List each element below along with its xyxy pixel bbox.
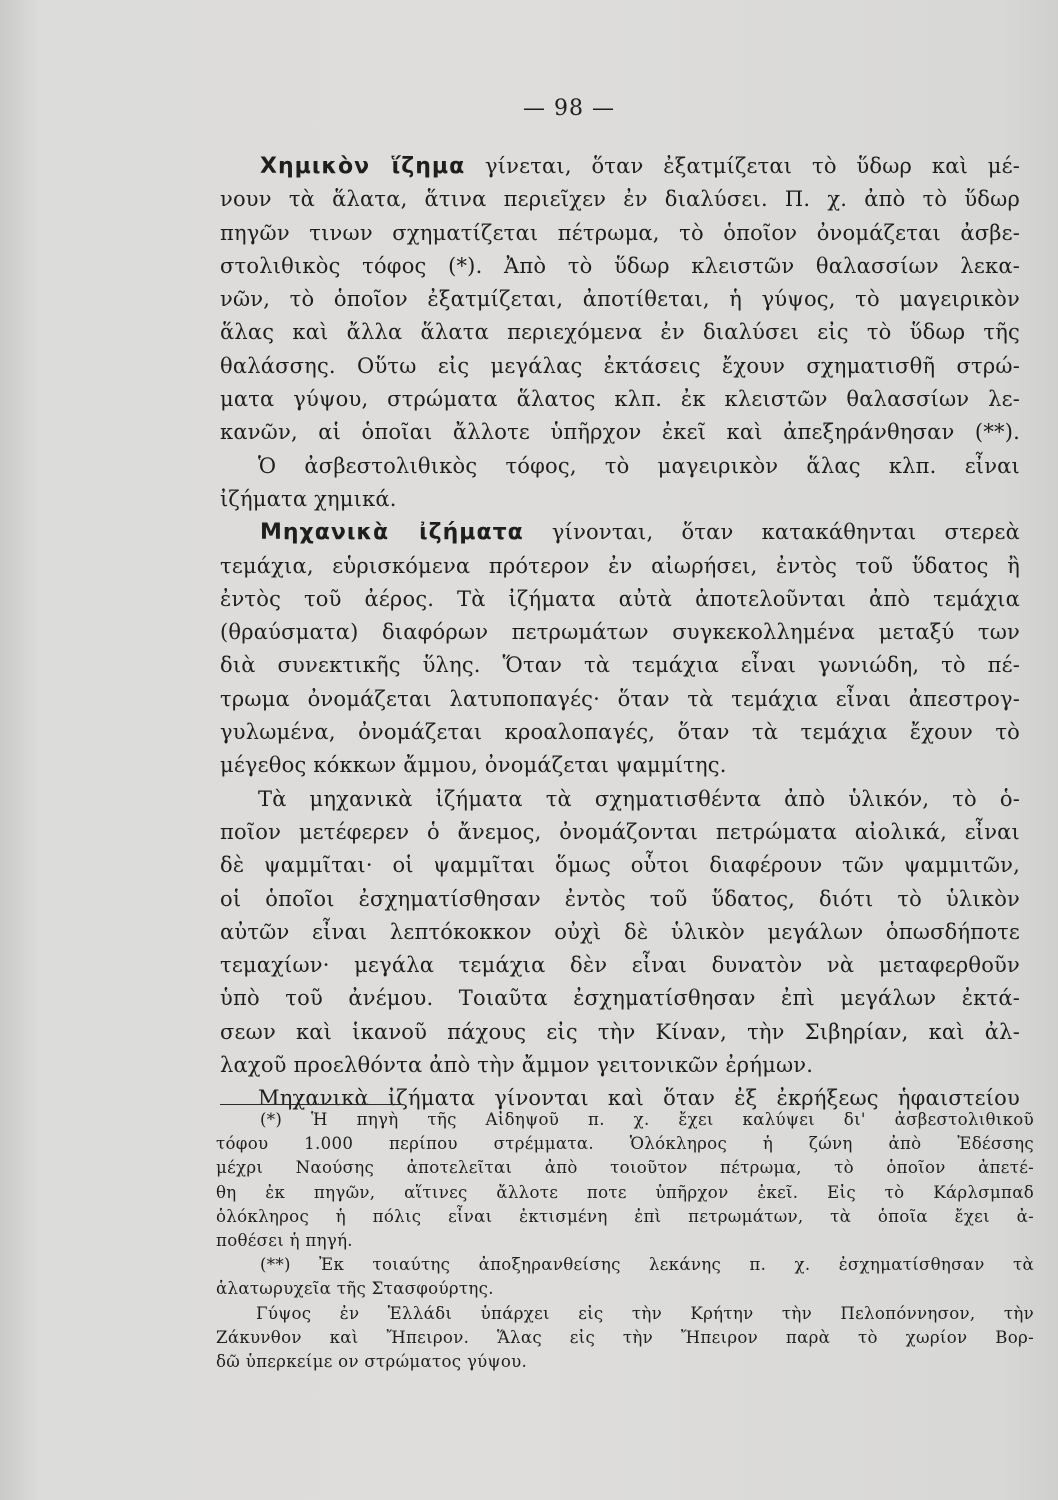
text-line: ὑπὸ τοῦ ἀνέμου. Τοιαῦτα ἐσχηματίσθησαν ἐπὶ μεγάλων ἐκτά- bbox=[220, 986, 1020, 1011]
text-line: ματα γύψου, στρώματα ἅλατος κλπ. ἐκ κλειστῶν θαλασσίων λε- bbox=[220, 387, 1020, 412]
text-line: πηγῶν τινων σχηματίζεται πέτρωμα, τὸ ὁποῖον ὀνομάζεται ἀσβε- bbox=[220, 220, 1020, 245]
text-line: Μηχανικὰ ἰζήματα γίνονται καὶ ὅταν ἐξ ἐκρήξεως ἡφαιστείου bbox=[258, 1086, 1020, 1111]
text-line: μέγεθος κόκκων ἄμμου, ὀνομάζεται ψαμμίτης. bbox=[220, 753, 727, 778]
text-line: σεων καὶ ἱκανοῦ πάχους εἰς τὴν Κίναν, τὴν Σιβηρίαν, καὶ ἀλ- bbox=[220, 1019, 1020, 1044]
footnote-divider bbox=[220, 1104, 402, 1105]
footnote-line: Ζάκυνθον καὶ Ἤπειρον. Ἅλας εἰς τὴν Ἤπειρον παρὰ τὸ χωρίον Βορ- bbox=[216, 1327, 1034, 1347]
footnote-line: Γύψος ἐν Ἑλλάδι ὑπάρχει εἰς τὴν Κρήτην τὴν Πελοπόννησον, τὴν bbox=[256, 1303, 1034, 1323]
footnote-line: (**) Ἐκ τοιαύτης ἀποξηρανθείσης λεκάνης π. χ. ἐσχηματίσθησαν τὰ bbox=[260, 1255, 1034, 1275]
text-line: τεμαχίων· μεγάλα τεμάχια δὲν εἶναι δυνατὸν νὰ μεταφερθοῦν bbox=[220, 953, 1020, 978]
text-line: (θραύσματα) διαφόρων πετρωμάτων συγκεκολλημένα μεταξύ των bbox=[220, 620, 1020, 645]
footnote-line: μέχρι Ναούσης ἀποτελεῖται ἀπὸ τοιοῦτον πέτρωμα, τὸ ὁποῖον ἀπετέ- bbox=[216, 1158, 1034, 1178]
text-line: τρωμα ὀνομάζεται λατυποπαγές· ὅταν τὰ τεμάχια εἶναι ἀπεστρογ- bbox=[220, 686, 1020, 711]
footnote-2 bbox=[216, 1253, 1034, 1301]
heading-mechanical-sediments: Μηχανικὰ ἰζήματα bbox=[260, 520, 524, 546]
text-line: δὲ ψαμμῖται· οἱ ψαμμῖται ὅμως οὗτοι διαφέρουν τῶν ψαμμιτῶν, bbox=[220, 853, 1020, 878]
text-line: αὐτῶν εἶναι λεπτόκοκκον οὐχὶ δὲ ὑλικὸν μεγάλων ὁπωσδήποτε bbox=[220, 919, 1020, 944]
footnote-line: θη ἐκ πηγῶν, αἵτινες ἄλλοτε ποτε ὑπῆρχον ἐκεῖ. Εἰς τὸ Κάρλσμπαδ bbox=[216, 1182, 1034, 1202]
main-text bbox=[220, 150, 1020, 1116]
text-line: Ὁ ἀσβεστολιθικὸς τόφος, τὸ μαγειρικὸν ἅλας κλπ. εἶναι bbox=[258, 453, 1020, 478]
text-line: ποῖον μετέφερεν ὁ ἄνεμος, ὀνομάζονται πετρώματα αἰολικά, εἶναι bbox=[220, 819, 1020, 844]
text-line: νουν τὰ ἅλατα, ἅτινα περιεῖχεν ἐν διαλύσει. Π. χ. ἀπὸ τὸ ὕδωρ bbox=[220, 187, 1020, 212]
footnote-line: τόφου 1.000 περίπου στρέμματα. Ὁλόκληρος ἡ ζώνη ἀπὸ Ἐδέσσης bbox=[216, 1134, 1034, 1154]
footnote-line: ἁλατωρυχεῖα τῆς Στασφούρτης. bbox=[216, 1279, 494, 1299]
paragraph-mechanical-sediments bbox=[220, 516, 1020, 782]
text-line: νῶν, τὸ ὁποῖον ἐξατμίζεται, ἀποτίθεται, ἡ γύψος, τὸ μαγειρικὸν bbox=[220, 287, 1020, 312]
text-line: Τὰ μηχανικὰ ἰζήματα τὰ σχηματισθέντα ἀπὸ ὑλικόν, τὸ ὁ- bbox=[258, 786, 1020, 811]
text-line: γυλωμένα, ὀνομάζεται κροαλοπαγές, ὅταν τὰ τεμάχια ἔχουν τὸ bbox=[220, 720, 1020, 745]
page-number: — 98 — bbox=[523, 96, 615, 121]
footnote-line: ποθέσει ἡ πηγή. bbox=[216, 1230, 353, 1250]
footnote-1 bbox=[216, 1108, 1034, 1253]
text-line: Μηχανικὰ ἰζήματα γίνονται, ὅταν κατακάθηνται στερεὰ bbox=[260, 520, 1020, 546]
text-line: ἐντὸς τοῦ ἀέρος. Τὰ ἰζήματα αὐτὰ ἀποτελοῦνται ἀπὸ τεμάχια bbox=[220, 586, 1020, 611]
text-line: ἰζήματα χημικά. bbox=[220, 486, 397, 511]
text-line: διὰ συνεκτικῆς ὕλης. Ὅταν τὰ τεμάχια εἶναι γωνιώδη, τὸ πέ- bbox=[220, 653, 1020, 678]
footnote-3 bbox=[216, 1302, 1034, 1375]
heading-chemical-sediment: Χημικὸν ἵζημα bbox=[260, 154, 466, 179]
text-line: θαλάσσης. Οὕτω εἰς μεγάλας ἐκτάσεις ἔχουν σχηματισθῆ στρώ- bbox=[220, 353, 1020, 378]
text-line: Χημικὸν ἵζημα γίνεται, ὅταν ἐξατμίζεται τὸ ὕδωρ καὶ μέ- bbox=[260, 154, 1020, 179]
text-line: ἅλας καὶ ἄλλα ἅλατα περιεχόμενα ἐν διαλύσει εἰς τὸ ὕδωρ τῆς bbox=[220, 320, 1020, 345]
text-line: κανῶν, αἱ ὁποῖαι ἄλλοτε ὑπῆρχον ἐκεῖ καὶ ἀπεξηράνθησαν (**). bbox=[220, 420, 1020, 445]
text-line: οἱ ὁποῖοι ἐσχηματίσθησαν ἐντὸς τοῦ ὕδατος, διότι τὸ ὑλικὸν bbox=[220, 886, 1020, 911]
paragraph-aeolian bbox=[220, 783, 1020, 1083]
footnote-line: (*) Ἡ πηγὴ τῆς Αἰδηψοῦ π. χ. ἔχει καλύψει δι' ἀσβεστολιθικοῦ bbox=[260, 1110, 1034, 1129]
footnote-line: δῶ ὑπερκείμε ον στρώματος γύψου. bbox=[216, 1351, 528, 1371]
text-line: στολιθικὸς τόφος (*). Ἀπὸ τὸ ὕδωρ κλειστῶν θαλασσίων λεκα- bbox=[220, 253, 1020, 278]
text-line: τεμάχια, εὑρισκόμενα πρότερον ἐν αἰωρήσει, ἐντὸς τοῦ ὕδατος ἢ bbox=[220, 553, 1020, 578]
footnotes bbox=[216, 1108, 1034, 1374]
footnote-line: ὁλόκληρος ἡ πόλις εἶναι ἐκτισμένη ἐπὶ πετρωμάτων, τὰ ὁποῖα ἔχει ἀ- bbox=[216, 1206, 1034, 1226]
text-line: λαχοῦ προελθόντα ἀπὸ τὴν ἄμμον γειτονικῶν ἐρήμων. bbox=[220, 1053, 814, 1078]
paragraph-chemical-sediment bbox=[220, 150, 1020, 516]
